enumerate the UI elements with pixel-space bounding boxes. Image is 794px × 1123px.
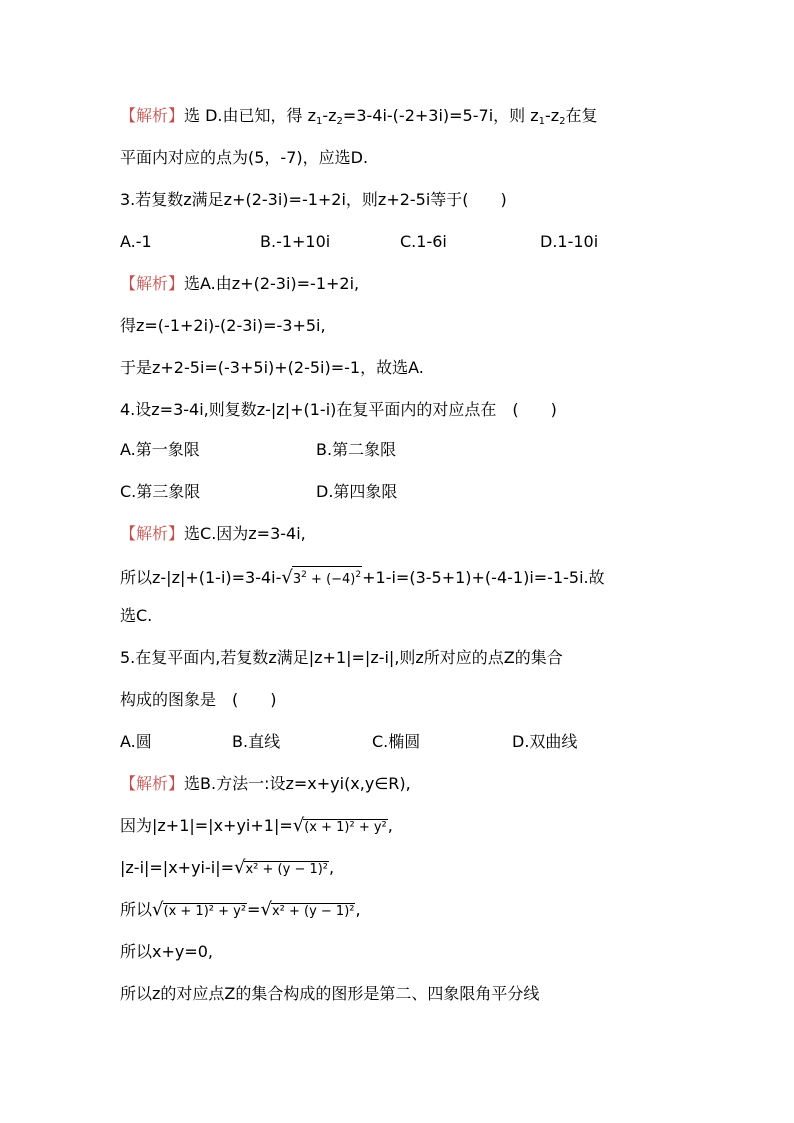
q2-analysis-line1 [120, 106, 598, 132]
q4-analysis-line1 [120, 524, 306, 544]
q3-analysis-line1 [120, 274, 359, 294]
q2-analysis-line2: 平面内对应的点为(5，-7)，应选D. [120, 148, 369, 167]
q4-question: 4.设z=3-4i,则复数z-|z|+(1-i)在复平面内的对应点在 ( ) [120, 400, 557, 419]
q5-l3-text: |z-i|=|x+yi-i|= [120, 858, 234, 877]
sqrt-symbol: √ [234, 857, 246, 878]
q5-option-b: B.直线 [232, 732, 281, 751]
rad-part-b: + (−4) [306, 572, 356, 587]
q5-analysis-text: 选B.方法一:设z=x+yi(x,y∈R), [184, 774, 411, 793]
sqrt-symbol: √ [152, 899, 164, 920]
q3-question: 3.若复数z满足z+(2-3i)=-1+2i，则z+2-5i等于( ) [120, 190, 507, 209]
q5-analysis-line5: 所以x+y=0, [120, 942, 214, 961]
q2-sub2b: 2 [559, 116, 566, 127]
q2-text-e: 在复 [565, 106, 598, 125]
q4-option-c: C.第三象限 [120, 482, 201, 501]
q5-analysis-line3 [120, 858, 334, 878]
q5-analysis-line6: 所以z的对应点Z的集合构成的图形是第二、四象限角平分线 [120, 984, 540, 1003]
q5-l4-end: , [355, 900, 361, 919]
q5-option-c: C.椭圆 [372, 732, 421, 751]
q3-option-a: A.-1 [120, 232, 152, 251]
q3-analysis-line2: 得z=(-1+2i)-(2-3i)=-3+5i, [120, 316, 326, 335]
analysis-tag: 【解析】 [120, 274, 185, 293]
q5-option-d: D.双曲线 [512, 732, 578, 751]
sqrt-symbol: √ [292, 815, 305, 836]
sqrt-symbol: √ [260, 899, 272, 920]
q3-option-d: D.1-10i [540, 232, 599, 251]
q5-radicand-2b: x² + (y − 1)² [271, 904, 355, 919]
rad-exp2: 2 [355, 570, 362, 580]
rad-exp1: 2 [301, 570, 307, 580]
q4-option-b: B.第二象限 [316, 440, 397, 459]
q5-question-line2: 构成的图象是 ( ) [120, 690, 277, 709]
q3-analysis-line3: 于是z+2-5i=(-3+5i)+(2-5i)=-1，故选A. [120, 358, 424, 377]
sqrt-symbol: √ [281, 567, 293, 588]
q5-analysis-line2 [120, 816, 393, 836]
q5-l2-end: , [387, 816, 393, 835]
q5-l4-eq: = [247, 900, 261, 919]
q5-analysis-line1 [120, 774, 411, 794]
q4-text-a: 所以z-|z|+(1-i)=3-4i- [120, 568, 282, 587]
q5-l3-end: , [329, 858, 335, 877]
q2-text-a: 选 D.由已知，得 z [184, 106, 316, 125]
analysis-tag: 【解析】 [120, 524, 185, 543]
q2-text-b: -z [322, 106, 337, 125]
q4-text-b: +1-i=(3-5+1)+(-4-1)i=-1-5i.故 [362, 568, 605, 587]
q2-sub1b: 1 [538, 116, 545, 127]
q4-radicand [292, 566, 362, 588]
q2-sub1: 1 [316, 116, 323, 127]
q5-radicand-1: (x + 1)² + y² [304, 820, 387, 835]
q5-l4-text: 所以 [120, 900, 153, 919]
q4-analysis-line2 [120, 566, 605, 588]
rad-part-a: 3 [292, 572, 302, 587]
q3-option-b: B.-1+10i [260, 232, 331, 251]
q5-analysis-line4 [120, 900, 361, 920]
q3-option-c: C.1-6i [400, 232, 447, 251]
q4-analysis-line3: 选C. [120, 606, 153, 625]
analysis-tag: 【解析】 [120, 774, 185, 793]
analysis-tag: 【解析】 [120, 106, 185, 125]
q3-analysis-text: 选A.由z+(2-3i)=-1+2i, [184, 274, 360, 293]
q2-sub2: 2 [336, 116, 343, 127]
q4-analysis-text: 选C.因为z=3-4i, [184, 524, 306, 543]
q5-l2-text: 因为|z+1|=|x+yi+1|= [120, 816, 293, 835]
q5-question-line1: 5.在复平面内,若复数z满足|z+1|=|z-i|,则z所对应的点Z的集合 [120, 648, 563, 667]
q5-radicand-2: x² + (y − 1)² [245, 862, 329, 877]
q5-option-a: A.圆 [120, 732, 152, 751]
q4-option-d: D.第四象限 [316, 482, 398, 501]
q5-radicand-1b: (x + 1)² + y² [163, 904, 247, 919]
q2-text-c: =3-4i-(-2+3i)=5-7i，则 z [342, 106, 539, 125]
q2-text-d: -z [545, 106, 560, 125]
q4-option-a: A.第一象限 [120, 440, 200, 459]
